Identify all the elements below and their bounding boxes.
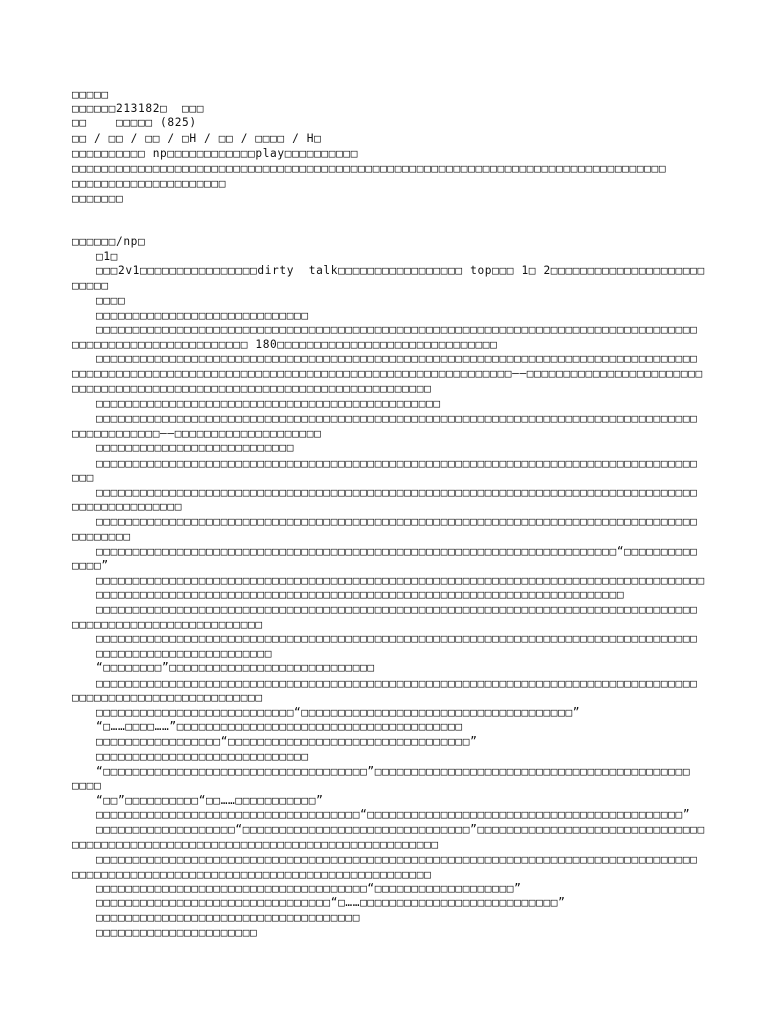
- body-line: □□□□□□□□□□□□□□□□□□□□□□□□□□□□□□□□□□□□□□□□□□□□□□□□□□□□□□□□□□□□□□□□□□□□□□□□□□□□□□□□□□: [96, 486, 698, 499]
- body-line: “□……□□□□……”□□□□□□□□□□□□□□□□□□□□□□□□□□□□□□□□□□□□□□□: [96, 720, 463, 733]
- body-line: □□□□□□□□□□□□□□□□□□□□□□: [96, 926, 258, 939]
- body-line: □□□□□□□□□□□□□□□□□□□□□□□□□□□□□: [96, 309, 309, 322]
- body-line: □□□□□□□□□□□□□□□□□□□□□□□□□□□□□□□□□□□□□□□□□□□□□□□□□□□□□□□□□□□□□□□□□□□□□□□“□□□□□□□□□□: [96, 545, 698, 558]
- body-line: □□□□□□□□□□□□□□□□□□□□□□□□□□□□□□□□□□□□“□□□□□□□□□□□□□□□□□□□□□□□□□□□□□□□□□□□□□□□□□□□”: [96, 808, 691, 821]
- doc-meta-line: □□ □□□□□ (825): [72, 116, 197, 129]
- body-line: □□□□□□□□□□□□——□□□□□□□□□□□□□□□□□□□□: [72, 427, 322, 440]
- body-line: □□□□□□□□□□□□□□□□□□□□□□□□□□□□□□□□□□□□□□□□□□□□□□□□□□□□□□□□□□□□□□□□□□□□□□□□□□□□□□□□□□: [96, 515, 698, 528]
- body-line: □□□□□□□□□□□□□□□: [72, 500, 183, 513]
- body-line: □□□□□□□□□□□□□□□□□□□□□□□□□□□□□□□□□□□□: [96, 911, 361, 924]
- body-line: □□□□□□□□□□□□□□□□□□□□□□□□□□□: [96, 441, 295, 454]
- body-line: □□□□□□□□□□□□□□□□□□□“□□□□□□□□□□□□□□□□□□□□□□□□□□□□□□□”□□□□□□□□□□□□□□□□□□□□□□□□□□□□□□□: [96, 823, 705, 836]
- doc-summary-3: □□□□□□□□□□□□□□□□□□□□□: [72, 177, 227, 190]
- body-line: □□□□□: [72, 279, 109, 292]
- body-line: □□□□□□□□□□□□□□□□□□□□□□□□□□□□□□□□□□□□□□□□□□□□□□□□□□□□□□□□□□□□□□□□□□□□□□□□□□□□□□□□□□: [96, 412, 698, 425]
- body-line: □□□□□□□□□□□□□□□□□□□□□□□□□□□□□□□□□□□□□□□□□□□□□□□□□□□□□□□□□□□□□□□□□□□□□□□□□□□□□□□□□□□: [96, 574, 705, 587]
- body-line: □□□□□□□□□□□□□□□□□□□□□□□□□□□□□□□□□□□□□□□□□□□□□□□□□□□□□□□□□□□□□□□□□□□□□□□□□□□□□□□□□□: [96, 323, 698, 336]
- body-line: □□□□□□□□□□□□□□□□□□□□□□□□□□□□□□□□□□□□□□□□□□□□□□□□□□□□□□□□□□□□□□□□□□□□□□□□: [96, 588, 625, 601]
- doc-tags: □□ / □□ / □□ / □H / □□ / □□□□ / H□: [72, 132, 322, 145]
- body-line: □□□□: [72, 779, 102, 792]
- body-line: □□□□□□□□□□□□□□□□□□□□□□□□□□□□□: [96, 750, 309, 763]
- body-line: □□□□□□□□□□□□□□□□□□□□□□□□□□□□□□□□□□□□□□□□□□□□□□□: [96, 397, 441, 410]
- chapter-number: □1□: [96, 250, 119, 263]
- body-line: □□□□”: [72, 559, 109, 572]
- body-line: □□□□□□□□□□□□□□□□□□□□□□□□: [96, 647, 273, 660]
- body-line: □□□□□□□□□□□□□□□□□□□□□□□□□□□□□□□□□□□□□□□□□□□□□□□□□□□□□□□□□□□□□□□□□□□□□□□□□□□□□□□□□□: [96, 632, 698, 645]
- body-line: □□□□□□□□: [72, 530, 131, 543]
- body-line: □□□□□□□□□□□□□□□□□□□□□□□□□□: [72, 691, 263, 704]
- body-line: □□□□□□□□□□□□□□□□□□□□□□□□□□□□□□□□□□□□□□□□□□□□□□□□□□□□□□□□□□□□□□□□□□□□□□□□□□□□□□□□□□: [96, 457, 698, 470]
- body-line: □□□: [72, 471, 95, 484]
- body-line: □□□□□□□□□□□□□□□□□□□□□□□□□□□□□□□□□□□□□□□□□□□□□□□□□□: [72, 838, 439, 851]
- body-line: □□□□□□□□□□□□□□□□□“□□□□□□□□□□□□□□□□□□□□□□□□□□□□□□□□□”: [96, 735, 478, 748]
- body-line: “□□□□□□□□”□□□□□□□□□□□□□□□□□□□□□□□□□□□□: [96, 661, 375, 674]
- body-line: □□□□□□□□□□□□□□□□□□□□□□□□□□□□□□□□□□□□□□□□□□□□□□□□□□□□□□□□□□□□□□□□□□□□□□□□□□□□□□□□□□: [96, 603, 698, 616]
- body-line: □□□□□□□□□□□□□□□□□□□□□□□□□□□□□□□□□□□□□“□□□□□□□□□□□□□□□□□□□”: [96, 882, 522, 895]
- body-line: □□□□□□□□□□□□□□□□□□□□□□□□□□□□□□□□□□□□□□□□□□□□□□□□□: [72, 868, 432, 881]
- body-line: □□□□□□□□□□□□□□□□□□□□□□□□□□□□□□□□□□□□□□□□□□□□□□□□□□□□□□□□□□□□□□□□□□□□□□□□□□□□□□□□□□: [96, 352, 698, 365]
- doc-id-line: □□□□□□213182□ □□□: [72, 102, 205, 115]
- body-line: “□□□□□□□□□□□□□□□□□□□□□□□□□□□□□□□□□□□□”□□□□□□□□□□□□□□□□□□□□□□□□□□□□□□□□□□□□□□□□□□□: [96, 765, 691, 778]
- body-line: □□□□□□□□□□□□□□□□□□□□□□□□□□□□□□□□“□……□□□□□□□□□□□□□□□□□□□□□□□□□□□”: [96, 896, 566, 909]
- body-line: □□□2v1□□□□□□□□□□□□□□□□dirty talk□□□□□□□□□□□□□□□□□ top□□□ 1□ 2□□□□□□□□□□□□□□□□□□□□□: [96, 264, 705, 277]
- doc-summary-2: □□□□□□□□□□□□□□□□□□□□□□□□□□□□□□□□□□□□□□□□□□□□□□□□□□□□□□□□□□□□□□□□□□□□□□□□□□□□□□□□□: [72, 162, 667, 175]
- body-line: □□□□□□□□□□□□□□□□□□□□□□□□□□□“□□□□□□□□□□□□□□□□□□□□□□□□□□□□□□□□□□□□□”: [96, 706, 581, 719]
- doc-summary-1: □□□□□□□□□□ np□□□□□□□□□□□□play□□□□□□□□□□: [72, 147, 359, 160]
- body-line: □□□□: [96, 294, 126, 307]
- body-line: □□□□□□□□□□□□□□□□□□□□□□□□□□□□□□□□□□□□□□□□□□□□□□□□□□□□□□□□□□□□□□□□□□□□□□□□□□□□□□□□□□: [96, 677, 698, 690]
- body-line: “□□”□□□□□□□□□□“□□……□□□□□□□□□□□”: [96, 794, 324, 807]
- body-line: □□□□□□□□□□□□□□□□□□□□□□□□□□: [72, 618, 263, 631]
- doc-summary-4: □□□□□□□: [72, 192, 124, 205]
- body-line: □□□□□□□□□□□□□□□□□□□□□□□□□□□□□□□□□□□□□□□□□□□□□□□□□: [72, 382, 432, 395]
- body-line: □□□□□□□□□□□□□□□□□□□□□□□□ 180□□□□□□□□□□□□□□□□□□□□□□□□□□□□□□: [72, 338, 498, 351]
- chapter-heading: □□□□□□/np□: [72, 235, 146, 248]
- doc-title: □□□□□: [72, 88, 109, 101]
- body-line: □□□□□□□□□□□□□□□□□□□□□□□□□□□□□□□□□□□□□□□□□□□□□□□□□□□□□□□□□□□□——□□□□□□□□□□□□□□□□□□□□□□□□: [72, 367, 703, 380]
- body-line: □□□□□□□□□□□□□□□□□□□□□□□□□□□□□□□□□□□□□□□□□□□□□□□□□□□□□□□□□□□□□□□□□□□□□□□□□□□□□□□□□□: [96, 853, 698, 866]
